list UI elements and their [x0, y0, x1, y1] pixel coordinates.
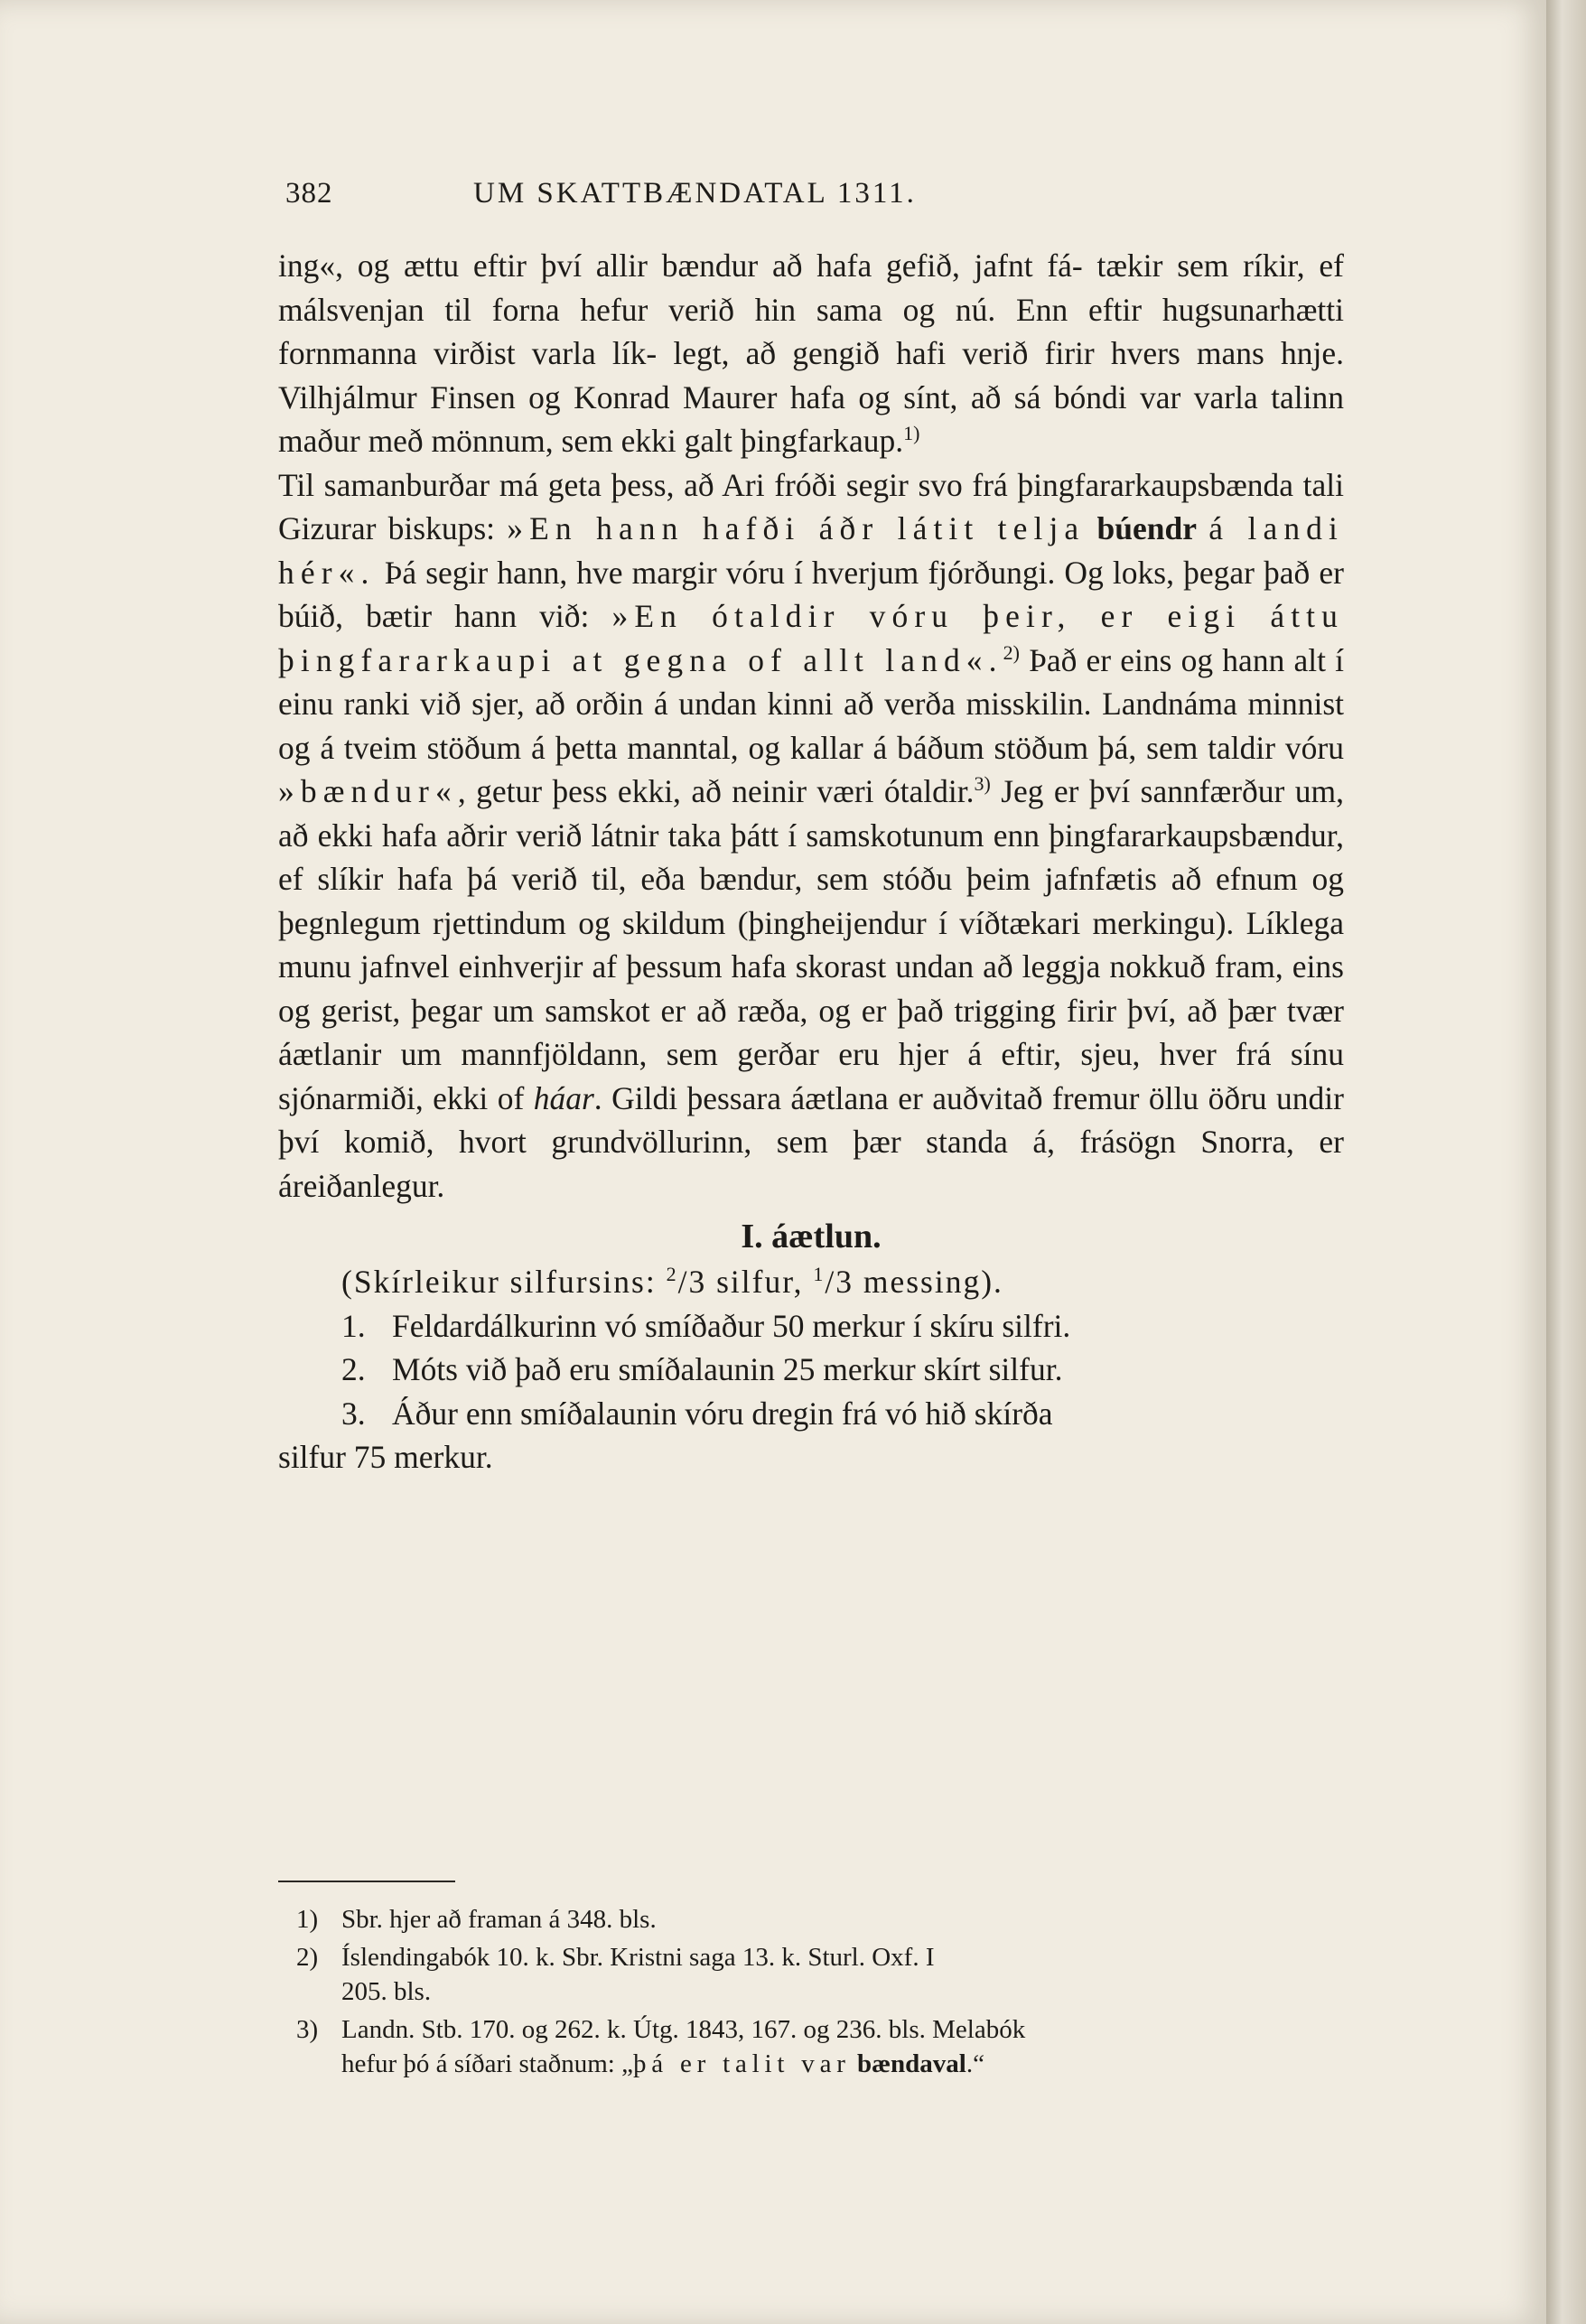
footnote-text-run: hefur þó á síðari staðnum: „: [341, 2049, 633, 2078]
list-item: [278, 1304, 1344, 1349]
text-line: tækir sem ríkir, ef málsvenjan til forna hefur verið hin sama: [278, 247, 1344, 328]
footnote-3: [296, 2012, 1344, 2081]
quote-spaced: »En hann hafði áðr látit telja: [507, 510, 1086, 546]
page-edge: [1546, 0, 1586, 2324]
section-heading: I. áætlun.: [741, 1218, 882, 1255]
footnote-text-cont: [296, 2047, 1344, 2081]
italic-word: háar: [533, 1079, 594, 1116]
page-header: [285, 177, 1351, 213]
footnote-text: Sbr. hjer að framan á 348. bls.: [341, 1905, 657, 1934]
subtitle-text: (Skírleikur silfursins:: [341, 1264, 667, 1300]
text-line: Finsen og Konrad Maurer hafa og sínt, að sá bóndi var varla: [430, 378, 1258, 415]
text-line: og nú. Enn eftir hugsunarhætti fornmanna virðist varla lík-: [278, 291, 1345, 371]
footnote-text: Íslendingabók 10. k. Sbr. Kristni saga 13. k. Sturl. Oxf. I: [341, 1943, 935, 1972]
list-item-continuation: silfur 75 merkur.: [278, 1439, 493, 1475]
section-subtitle: [278, 1260, 1344, 1304]
fraction-denominator: /3: [677, 1264, 707, 1300]
text-run: . Gildi þessara áætlana er auðvitað fremur öllu öðru undir því komið, hvort grundvöllurinn, sem þær standa á, frásögn Snorra, er áreiðanlegur.: [278, 1079, 1344, 1204]
text-run: Jeg er því sannfærður um, að ekki hafa aðrir verið látnir taka þátt í samskotunum enn þingfararkaupsbændur, ef slíkir hafa þá verið til, eða bændur, sem stóðu þeim jafnfætis að efnum og þegnlegum rjettindum og skildum (þingheijendur í víðtækari merkingu). Líklega munu jafnvel einhverjir af þessum hafa skorast undan að leggja nokkuð fram, eins og gerist, þegar um samskot er að ræða, og er það trigging firir því, að þær tvær áætlanir um mannfjöldann, sem gerðar eru hjer á eftir, sjeu, hver frá sínu sjónarmiði, ekki of: [278, 773, 1344, 1116]
item-number: 2.: [341, 1351, 366, 1387]
item-number: 3.: [341, 1395, 366, 1432]
item-number: 1.: [341, 1307, 366, 1344]
footnote-bold-word: bændaval: [856, 2049, 966, 2078]
footnote-mark: 2): [296, 1943, 319, 1972]
paragraph-2: [278, 463, 1344, 1209]
list-item: [278, 1348, 1344, 1392]
text-run: Til samanburðar má geta þess, að Ari fróði segir svo frá þingfararkaupsbænda tali Gizurar biskups:: [278, 466, 1344, 546]
fraction-denominator: /3: [825, 1264, 854, 1300]
text-run: Það er eins og hann alt í einu ranki við sjer, að orðin á undan kinni að verða misskilin. Landnáma minnist og á tveim stöðum á þetta manntal, og kallar á báðum stöðum þá, sem taldir vóru: [278, 641, 1344, 766]
footnote-divider: [278, 1881, 455, 1882]
fraction-numerator: 2: [666, 1262, 678, 1285]
footnote-2: [296, 1940, 1344, 2009]
footnote-spaced-quote: þá er talit var: [632, 2049, 851, 2078]
footnote-mark: 1): [296, 1905, 319, 1934]
text-line: legt, að gengið hafi verið firir hvers mans hnje. Vilhjálmur: [278, 335, 1344, 415]
footnote-text-cont: 205. bls.: [341, 1977, 432, 2006]
footnote-ref-2: 2): [1003, 640, 1020, 664]
bold-word: búendr: [1096, 510, 1198, 546]
text-run: Þá segir hann, hve margir vóru í hverjum fjórðungi. Og loks, þegar það er búið, bætir hann við:: [278, 554, 1344, 634]
running-title: UM SKATTBÆNDATAL 1311.: [473, 177, 917, 210]
quote-spaced: »bændur«: [278, 773, 458, 809]
item-text: Feldardálkurinn vó smíðaður 50 merkur í skíru silfri.: [392, 1307, 1071, 1344]
item-text: Móts við það eru smíðalaunin 25 merkur skírt silfur.: [392, 1351, 1063, 1387]
item-text: Áður enn smíðalaunin vóru dregin frá vó hið skírða: [392, 1395, 1053, 1432]
footnote-mark: 3): [296, 2015, 319, 2044]
list-item: [278, 1392, 1344, 1436]
text-run: , getur þess ekki, að neinir væri ótaldir.: [457, 773, 975, 809]
main-text: [278, 244, 1344, 1479]
fraction-numerator: 1: [813, 1262, 826, 1285]
subtitle-text: silfur,: [706, 1264, 814, 1300]
paragraph-1: [278, 244, 1344, 463]
quote-spaced: »En ótaldir vóru þeir, er eigi áttu þingfararkaupi at gegna of allt land«.: [278, 598, 1344, 678]
footnote-1: [296, 1902, 1344, 1937]
footnote-ref-3: 3): [974, 771, 991, 795]
footnote-text: Landn. Stb. 170. og 262. k. Útg. 1843, 167. og 236. bls. Melabók: [341, 2015, 1026, 2044]
footnote-text-run: .“: [966, 2049, 984, 2078]
footnote-ref-1: 1): [903, 421, 920, 444]
page-number: 382: [285, 177, 333, 210]
quote-spaced: á landi hér«.: [278, 510, 1344, 591]
text-line: ing«, og ættu eftir því allir bændur að hafa gefið, jafnt fá-: [278, 247, 1083, 284]
text-line: talinn maður með mönnum, sem ekki galt þingfarkaup.: [278, 378, 1345, 459]
subtitle-text: messing).: [854, 1264, 1003, 1300]
